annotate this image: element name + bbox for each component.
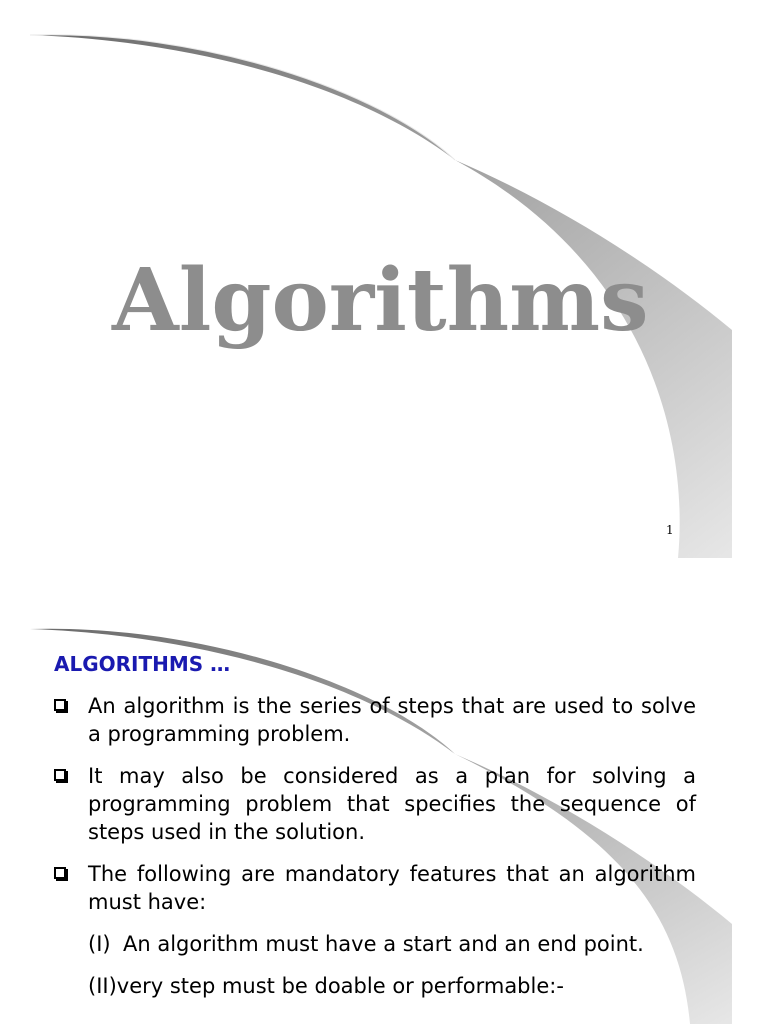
bullet-text: The following are mandatory features that an algorithm must have: [88,862,696,914]
checkbox-square-icon [54,867,66,879]
page-number: 1 [666,523,674,537]
sub-item-text: very step must be doable or performable:- [116,974,564,998]
list-item [54,762,696,846]
slide-heading: ALGORITHMS … [54,652,231,676]
sub-item-marker: (I) [88,932,111,956]
list-item [54,860,696,916]
sub-list-item [88,930,696,958]
sub-item-text: An algorithm must have a start and an end point. [123,932,644,956]
slide-title-text: Algorithms [112,250,649,351]
checkbox-square-icon [54,769,66,781]
bullet-text: It may also be considered as a plan for solving a programming problem that specifies the sequence of steps used in the solution. [88,764,696,844]
list-item [54,692,696,748]
sub-item-marker: (II) [88,974,117,998]
slide-content [0,594,768,1024]
checkbox-square-icon [54,699,66,711]
sub-list-item [88,972,696,1000]
bullet-text: An algorithm is the series of steps that are used to solve a programming problem. [88,694,696,746]
bullet-list [54,692,696,1014]
